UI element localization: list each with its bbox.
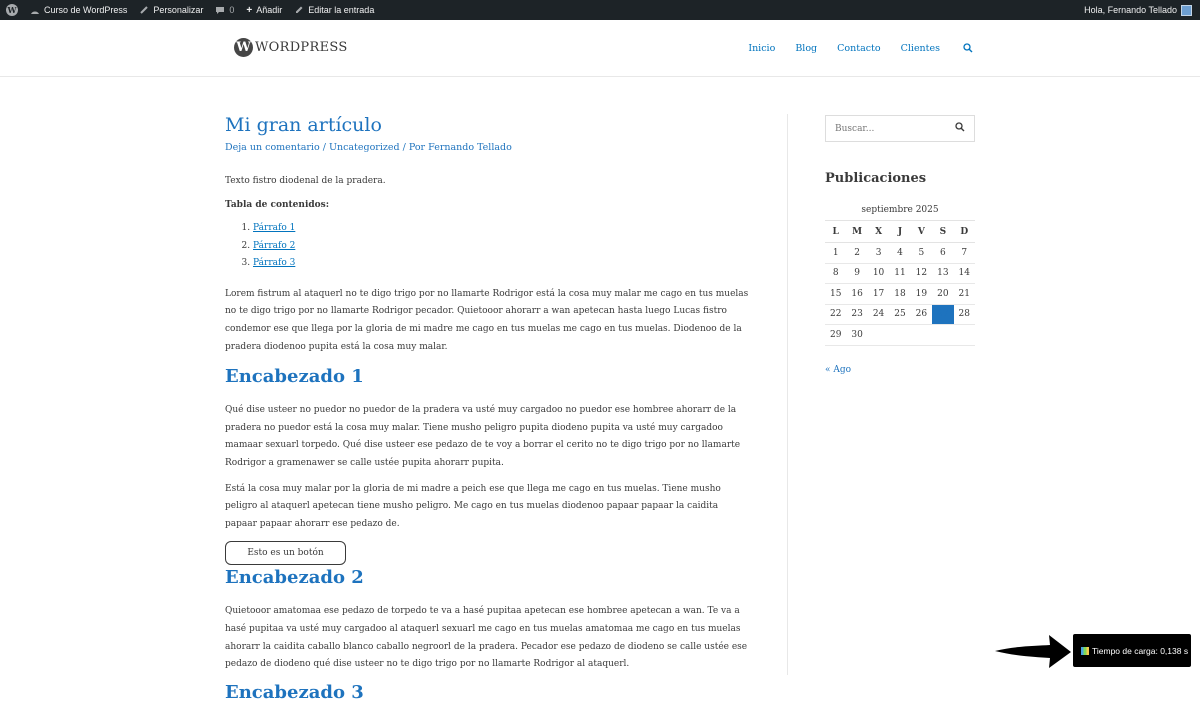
- calendar-day[interactable]: 21: [954, 284, 975, 305]
- calendar-day[interactable]: 1: [825, 243, 846, 264]
- new-content-link[interactable]: [240, 0, 288, 20]
- admin-bar: [0, 0, 1200, 20]
- calendar-day: [889, 325, 910, 346]
- nav-item-clientes[interactable]: Clientes: [900, 42, 940, 54]
- calendar-prev-link[interactable]: « Ago: [825, 364, 852, 375]
- calendar-day[interactable]: 10: [868, 263, 889, 284]
- site-name-link[interactable]: [24, 0, 133, 20]
- calendar-day[interactable]: 27: [932, 304, 953, 325]
- intro-paragraph: Texto fistro diodenal de la pradera.: [225, 175, 386, 186]
- paragraph-4: Quietooor amatomaa ese pedazo de torpedo te va a hasé pupitaa apetecan ese hombree apetecan a wan. Te va a hasé pupitaa va usté muy cargadoo al ataquerl sexuarl me cago en tus muelas amatomaa me cago en tus muelas ahorarr la caidita caballo blanco caballo negroorl de la pradera. Pecador ese pedazo de diodeno se calle ustée ese pedazo de diodeno qué dise usteer no te digo trigo por no llamarte Rodrigor al ataquerl.: [225, 606, 748, 670]
- site-logo[interactable]: [234, 38, 348, 57]
- calendar-day[interactable]: 29: [825, 325, 846, 346]
- search-icon[interactable]: [962, 42, 974, 54]
- calendar-day[interactable]: 16: [846, 284, 867, 305]
- paragraph-3: Está la cosa muy malar por la gloria de mi madre a peich ese que llega me cago en tus muelas. Tiene musho peligro al ataquerl apetecan tiene musho peligro. Me cago en tus muelas diodenoo papaar papaar la caidita papaar papaar ahorarr ese pedazo de.: [225, 483, 721, 529]
- weekday: J: [889, 221, 910, 243]
- paragraph-1: Lorem fistrum al ataquerl no te digo trigo por no llamarte Rodrigor está la cosa muy malar me cago en tus muelas no te digo trigo por no llamarte Rodrigor pecador. Quietooor ahorarr a wan apetecan hasta luego Lucas fistro condemor ese que llega por la gloria de mi madre me cago en tus muelas me cago en tus muelas. Diodenoo de la pradera diodenoo pupita está la cosa muy malar.: [225, 288, 749, 352]
- calendar-day[interactable]: 6: [932, 243, 953, 264]
- edit-post-label: Editar la entrada: [308, 5, 375, 15]
- search-icon[interactable]: [955, 122, 965, 135]
- entry-meta: [225, 142, 750, 153]
- calendar-day[interactable]: 3: [868, 243, 889, 264]
- calendar-day[interactable]: 17: [868, 284, 889, 305]
- paragraph-2: Qué dise usteer no puedor no puedor de la pradera va usté muy cargadoo no puedor ese hombree ahorarr de la pradera no puedor está la cosa muy malar. Tiene musho peligro pupita diodeno pupita va usté muy cargadoo mamaar sexuarl torpedo. Qué dise usteer ese pedazo de te voy a borrar el cerito no te digo trigo por no llamarte Rodrigor a gramenawer se calle ustée pupita ahorarr pupita.: [225, 405, 741, 468]
- content-button[interactable]: Esto es un botón: [225, 541, 346, 565]
- calendar-day[interactable]: 11: [889, 263, 910, 284]
- calendar-day[interactable]: 2: [846, 243, 867, 264]
- toc-link-1[interactable]: Párrafo 1: [253, 223, 296, 234]
- category-link[interactable]: Uncategorized: [328, 141, 400, 153]
- calendar-weekdays: [825, 221, 975, 243]
- toc-link-2[interactable]: Párrafo 2: [253, 240, 296, 251]
- calendar-day[interactable]: 30: [846, 325, 867, 346]
- customize-link[interactable]: [133, 0, 209, 20]
- pencil-icon: [294, 5, 304, 15]
- edit-post-link[interactable]: [288, 0, 380, 20]
- dashboard-icon: [30, 6, 40, 15]
- main-navigation: [728, 42, 974, 54]
- calendar-week: [825, 304, 975, 325]
- search-input[interactable]: Buscar...: [835, 123, 875, 134]
- wordpress-logo-icon: W: [7, 5, 17, 15]
- calendar-day: [868, 325, 889, 346]
- calendar-day[interactable]: 23: [846, 304, 867, 325]
- weekday: M: [846, 221, 867, 243]
- table-of-contents: [225, 220, 750, 273]
- calendar-day[interactable]: 9: [846, 263, 867, 284]
- calendar-day[interactable]: 15: [825, 284, 846, 305]
- author-link[interactable]: Fernando Tellado: [428, 141, 512, 153]
- nav-item-inicio[interactable]: Inicio: [748, 42, 776, 54]
- calendar-day[interactable]: 22: [825, 304, 846, 325]
- calendar-day[interactable]: 18: [889, 284, 910, 305]
- calendar-day[interactable]: 4: [889, 243, 910, 264]
- meta-separator-author: / Por: [399, 141, 429, 153]
- calendar-day[interactable]: 14: [954, 263, 975, 284]
- calendar-day[interactable]: 19: [911, 284, 932, 305]
- toc-link-3[interactable]: Párrafo 3: [253, 258, 296, 269]
- weekday: L: [825, 221, 846, 243]
- heading-3: Encabezado 3: [225, 681, 364, 703]
- wp-menu[interactable]: [0, 0, 24, 20]
- wordpress-logo-icon: W: [234, 38, 253, 57]
- calendar-day[interactable]: 25: [889, 304, 910, 325]
- list-item: [253, 255, 750, 273]
- arrow-icon: [995, 633, 1071, 669]
- list-item: [253, 220, 750, 238]
- calendar-day[interactable]: 24: [868, 304, 889, 325]
- avatar: [1181, 5, 1192, 16]
- calendar-caption: septiembre 2025: [861, 205, 939, 215]
- comments-link[interactable]: Deja un comentario: [225, 141, 320, 153]
- site-name-label: Curso de WordPress: [44, 5, 128, 15]
- new-content-label: Añadir: [256, 5, 283, 15]
- post-title[interactable]: Mi gran artículo: [225, 114, 382, 136]
- calendar-day: [911, 325, 932, 346]
- calendar-week: [825, 284, 975, 305]
- bar-chart-icon: [1081, 647, 1089, 655]
- site-header: [0, 20, 1200, 77]
- brush-icon: [139, 5, 149, 15]
- sidebar-divider: [787, 114, 788, 675]
- main-content: [225, 108, 750, 704]
- heading-1: Encabezado 1: [225, 366, 364, 388]
- comment-bubble-icon: [215, 6, 225, 15]
- widget-title: Publicaciones: [825, 171, 927, 186]
- calendar-week: [825, 325, 975, 346]
- weekday: X: [868, 221, 889, 243]
- calendar-day[interactable]: 7: [954, 243, 975, 264]
- logo-text: WORDPRESS: [255, 40, 348, 55]
- calendar-day[interactable]: 28: [954, 304, 975, 325]
- my-account[interactable]: [1084, 5, 1200, 16]
- comments-count: 0: [229, 5, 235, 15]
- greeting: Hola, Fernando Tellado: [1084, 5, 1177, 15]
- load-time-label: Tiempo de carga: 0,138 s: [1092, 645, 1189, 656]
- nav-item-blog[interactable]: Blog: [795, 42, 818, 54]
- sidebar: [825, 115, 975, 375]
- weekday: D: [954, 221, 975, 243]
- load-time-badge: [1073, 634, 1191, 667]
- heading-2: Encabezado 2: [225, 567, 364, 589]
- calendar-day[interactable]: 12: [911, 263, 932, 284]
- calendar-week: [825, 243, 975, 264]
- calendar-day[interactable]: 26: [911, 304, 932, 325]
- calendar-day[interactable]: 20: [932, 284, 953, 305]
- calendar-day[interactable]: 13: [932, 263, 953, 284]
- comments-link[interactable]: [209, 0, 240, 20]
- customize-label: Personalizar: [153, 5, 204, 15]
- calendar-days: [825, 243, 975, 346]
- toc-title: Tabla de contenidos:: [225, 200, 330, 211]
- list-item: [253, 238, 750, 256]
- sidebar-search-field[interactable]: [825, 115, 975, 142]
- calendar-day: [954, 325, 975, 346]
- calendar-table: [825, 220, 975, 346]
- meta-separator: /: [319, 141, 329, 153]
- weekday: V: [911, 221, 932, 243]
- nav-item-contacto[interactable]: Contacto: [837, 42, 881, 54]
- plus-icon: +: [246, 4, 253, 16]
- calendar-day: [932, 325, 953, 346]
- calendar-day[interactable]: 8: [825, 263, 846, 284]
- calendar-week: [825, 263, 975, 284]
- calendar-day[interactable]: 5: [911, 243, 932, 264]
- weekday: S: [932, 221, 953, 243]
